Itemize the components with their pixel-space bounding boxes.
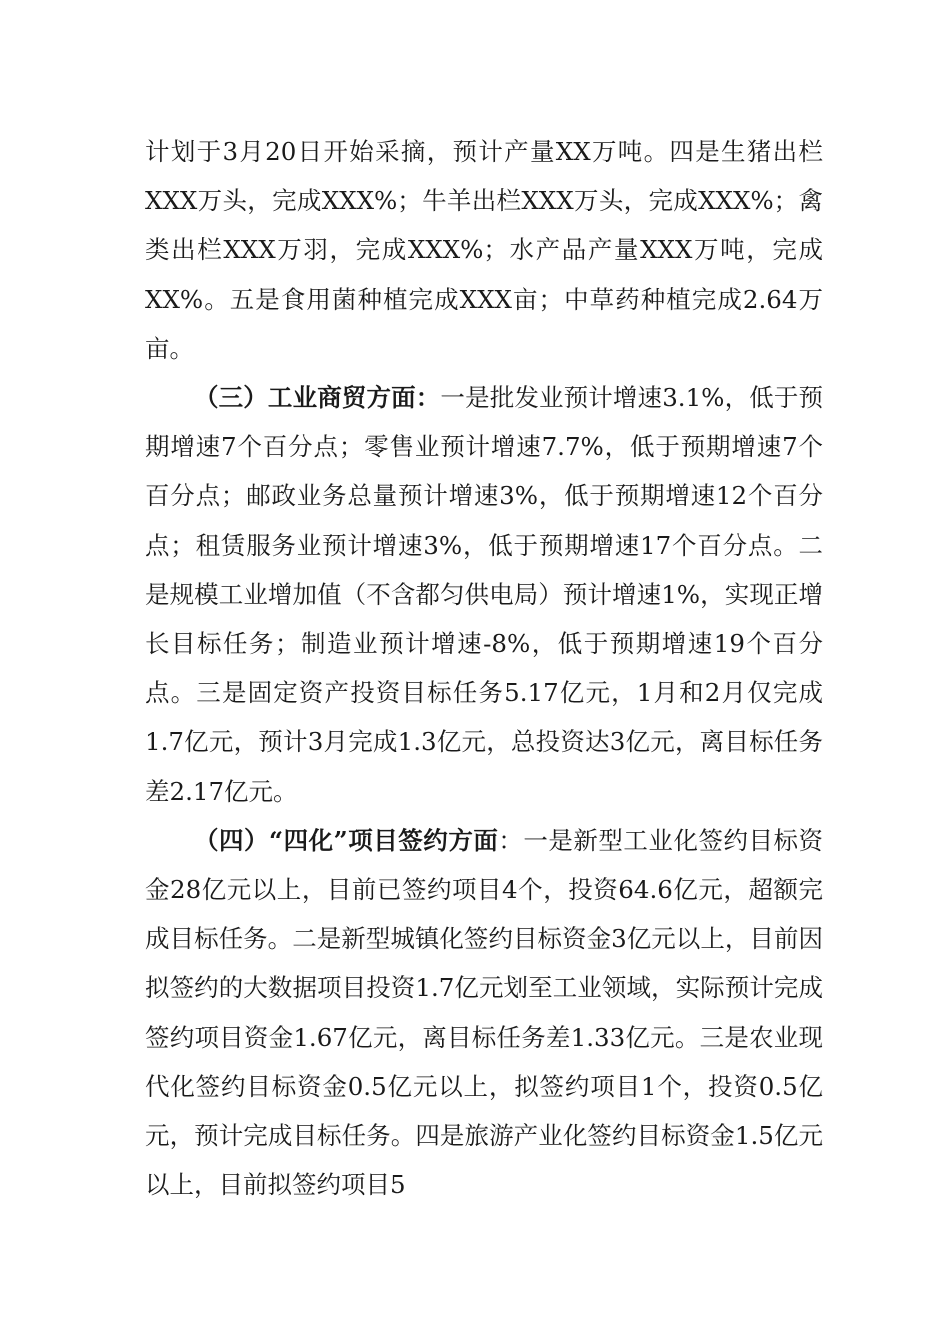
paragraph-text: 一是批发业预计增速3.1%，低于预期增速7个百分点；零售业预计增速7.7%，低于预期增速7个百分点；邮政业务总量预计增速3%，低于预期增速12个百分点；租赁服务业预计增速3%，低于预期增速17个百分点。二是规模工业增加值（不含都匀供电局）预计增速1%，实现正增长目标任务；制造业预计增速-8%，低于预期增速19个百分点。三是固定资产投资目标任务5.17亿元，1月和2月仅完成1.7亿元，预计3月完成1.3亿元，总投资达3亿元，离目标任务差2.17亿元。 xyxy=(145,383,824,806)
paragraph-agriculture-continued xyxy=(145,127,823,373)
paragraph-four-modernizations xyxy=(145,816,823,1210)
document-body xyxy=(145,127,823,1209)
paragraph-industry-commerce xyxy=(145,373,823,816)
paragraph-text: 计划于3月20日开始采摘，预计产量XX万吨。四是生猪出栏XXX万头，完成XXX%；牛羊出栏XXX万头，完成XXX%；禽类出栏XXX万羽，完成XXX%；水产品产量XXX万吨，完成XX%。五是食用菌种植完成XXX亩；中草药种植完成2.64万亩。 xyxy=(145,137,823,363)
section-heading: （四）“四化”项目签约方面 xyxy=(194,825,499,855)
section-heading: （三）工业商贸方面： xyxy=(194,383,441,413)
paragraph-text: ：一是新型工业化签约目标资金28亿元以上，目前已签约项目4个，投资64.6亿元，超额完成目标任务。二是新型城镇化签约目标资金3亿元以上，目前因拟签约的大数据项目投资1.7亿元划至工业领域，实际预计完成签约项目资金1.67亿元，离目标任务差1.33亿元。三是农业现代化签约目标资金0.5亿元以上，拟签约项目1个，投资0.5亿元，预计完成目标任务。四是旅游产业化签约目标资金1.5亿元以上，目前拟签约项目5 xyxy=(145,825,824,1200)
